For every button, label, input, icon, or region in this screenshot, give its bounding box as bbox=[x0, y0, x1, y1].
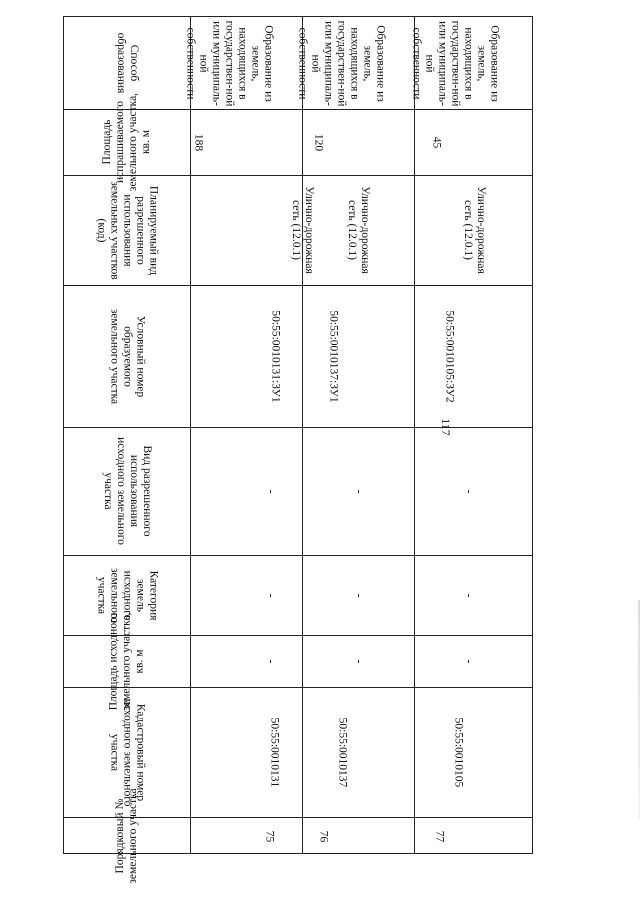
header-planned-use bbox=[64, 175, 190, 285]
row-77-use-src-text: - bbox=[462, 489, 475, 493]
row-75-number bbox=[190, 817, 302, 855]
row-76-new-number-text: 50:55:0010137:ЗУ1 bbox=[327, 309, 340, 403]
row-75-cadastral bbox=[190, 687, 302, 817]
row-75-method-text: Образование из земель, находящихся в государствен-ной или муниципаль-ной собственности bbox=[184, 20, 275, 106]
header-area-new-text: Площадь испрашиваемого земельного участка, кв. м bbox=[101, 92, 152, 192]
row-76-method-text: Образование из земель, находящихся в государствен-ной или муниципаль-ной собственности bbox=[296, 20, 387, 106]
row-76-category bbox=[302, 555, 414, 635]
row-77-category-text: - bbox=[462, 593, 475, 597]
row-76-category-text: - bbox=[352, 593, 365, 597]
row-77-area-src-text: - bbox=[462, 659, 475, 663]
row-75-planned-use-text: Улично-дорожная сеть (12.0.1) bbox=[290, 186, 315, 274]
row-75-area-src bbox=[190, 635, 302, 687]
row-75-planned-use bbox=[190, 175, 315, 285]
header-area-new bbox=[64, 92, 190, 192]
row-75-method bbox=[184, 17, 302, 109]
row-76-area-src bbox=[302, 635, 414, 687]
header-new-number bbox=[64, 285, 190, 427]
row-77-new-number bbox=[414, 285, 532, 427]
row-75-area-new bbox=[190, 109, 302, 175]
row-76-area-src-text: - bbox=[352, 659, 365, 663]
row-76-cadastral-text: 50:55:0010137 bbox=[336, 717, 349, 787]
header-category-text: Категория земель исходного земельного участка bbox=[95, 567, 160, 623]
row-77-cadastral bbox=[414, 687, 532, 817]
row-76-planned-use-text: Улично-дорожная сеть (12.0.1) bbox=[346, 186, 371, 274]
land-plot-table bbox=[63, 16, 533, 884]
header-use-src bbox=[64, 427, 190, 555]
page-number-text: 117 bbox=[439, 418, 453, 436]
row-77-number bbox=[414, 817, 532, 855]
row-76-area-new bbox=[302, 109, 414, 175]
row-76-area-new-text: 120 bbox=[312, 133, 325, 151]
row-75-category-text: - bbox=[264, 593, 277, 597]
row-77-planned-use bbox=[414, 175, 532, 285]
row-77-method-text: Образование из земель, находящихся в государствен-ной или муниципаль-ной собственности bbox=[410, 20, 501, 106]
row-75-area-new-text: 188 bbox=[192, 133, 205, 151]
row-75-new-number bbox=[190, 285, 302, 427]
row-77-method bbox=[410, 17, 532, 109]
row-75-area-src-text: - bbox=[264, 659, 277, 663]
row-75-use-src bbox=[190, 427, 302, 555]
row-77-category bbox=[414, 555, 532, 635]
row-77-area-new bbox=[414, 109, 532, 175]
row-76-number-text: 76 bbox=[317, 830, 330, 842]
row-75-use-src-text: - bbox=[264, 489, 277, 493]
header-number bbox=[64, 788, 190, 884]
row-76-number bbox=[302, 817, 414, 855]
header-method-text: Способ образования bbox=[115, 32, 140, 94]
header-area-src bbox=[64, 611, 190, 711]
row-76-planned-use bbox=[302, 175, 414, 285]
header-use-src-text: Вид разрешенного использования исходного земельного участка bbox=[102, 437, 153, 545]
row-77-planned-use-text: Улично-дорожная сеть (12.0.1) bbox=[462, 186, 487, 274]
row-76-method bbox=[296, 17, 414, 109]
row-76-cadastral bbox=[302, 687, 414, 817]
header-cadastral-text: Кадастровый номер исходного земельного участка bbox=[108, 698, 147, 806]
row-75-category bbox=[190, 555, 302, 635]
header-planned-use-text: Планируемый вид разрешенного использования земельных участков (код) bbox=[95, 180, 160, 280]
row-76-use-src bbox=[302, 427, 414, 555]
row-75-number-text: 75 bbox=[263, 830, 276, 842]
header-new-number-text: Условный номер образуемого земельного участка bbox=[108, 308, 147, 404]
row-77-area-new-text: 45 bbox=[430, 136, 443, 148]
row-76-new-number bbox=[302, 285, 414, 427]
row-77-new-number-text: 50:55:0010105:ЗУ2 bbox=[443, 309, 456, 403]
row-77-number-text: 77 bbox=[433, 830, 446, 842]
row-75-new-number-text: 50:55:0010131:ЗУ1 bbox=[269, 309, 282, 403]
row-77-cadastral-text: 50:55:0010105 bbox=[452, 717, 465, 787]
row-76-use-src-text: - bbox=[352, 489, 365, 493]
row-77-use-src bbox=[414, 427, 532, 555]
row-75-cadastral-text: 50:55:0010131 bbox=[268, 717, 281, 787]
header-number-text: Порядковый № земельного участка bbox=[114, 788, 139, 884]
header-area-src-text: Площадь исходного земельного участка, кв. м bbox=[107, 611, 146, 711]
row-77-area-src bbox=[414, 635, 532, 687]
